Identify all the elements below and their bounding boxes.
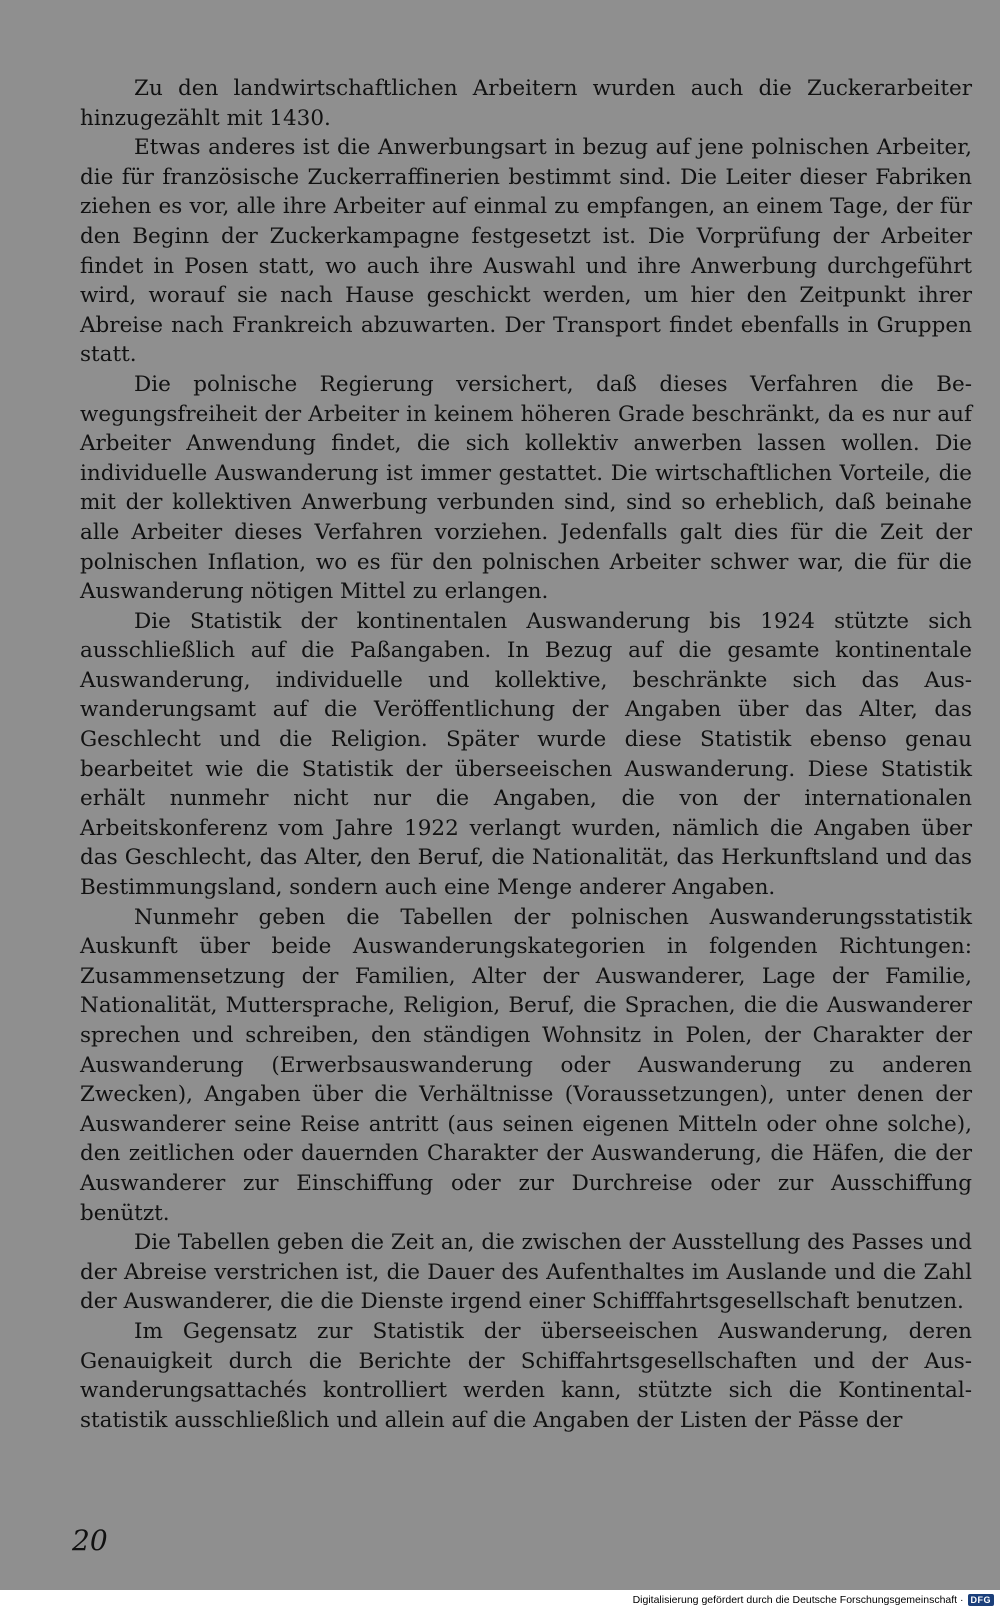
paragraph: Im Gegensatz zur Statistik der überseeischen Auswanderung, deren Genauigkeit durch die Berichte der Schiffahrtsgesellschaften und der Auswanderungsattachés kontrolliert werden kann, stützte sich die Kontinentalstatistik ausschließlich und allein auf die Angaben der Listen der Pässe der xyxy=(80,1318,972,1433)
digitization-footer xyxy=(633,1592,994,1608)
dfg-logo-icon: DFG xyxy=(968,1594,995,1606)
paragraph: Die Statistik der kontinentalen Auswanderung bis 1924 stützte sich ausschließlich auf die Paßangaben. In Bezug auf die gesamte kontinentale Auswanderung, individuelle und kollektive, beschränkte sich das Auswanderungsamt auf die Veröffentlichung der Angaben über das Alter, das Geschlecht und die Religion. Später wurde diese Statistik ebenso genau bearbeitet wie die Statistik der überseeischen Auswanderung. Diese Statistik erhält nunmehr nicht nur die Angaben, die von der internationalen Arbeitskonferenz vom Jahre 1922 verlangt wurden, nämlich die Angaben über das Geschlecht, das Alter, den Beruf, die Nationalität, das Herkunftsland und das Bestimmungsland, sondern auch eine Menge anderer Angaben. xyxy=(80,608,972,901)
paragraph: Zu den landwirtschaftlichen Arbeitern wurden auch die Zuckerarbeiter hinzugezählt mit 1430. xyxy=(80,76,972,131)
footer-credit: Digitalisierung gefördert durch die Deutsche Forschungsgemeinschaft · xyxy=(632,1594,964,1606)
paragraph: Nunmehr geben die Tabellen der polnischen Auswanderungsstatistik Auskunft über beide Auswanderungskategorien in folgenden Richtungen: Zusammensetzung der Familien, Alter der Auswanderer, Lage der Familie, Nationalität, Muttersprache, Religion, Beruf, die Sprachen, die die Auswanderer sprechen und schreiben, den ständigen Wohnsitz in Polen, der Charakter der Auswanderung (Erwerbsauswanderung oder Auswanderung zu anderen Zwecken), Angaben über die Verhältnisse (Voraussetzungen), unter denen der Auswanderer seine Reise antritt (aus seinen eigenen Mitteln oder ohne solche), den zeitlichen oder dauernden Charakter der Auswanderung, die Häfen, die der Auswanderer zur Einschiffung oder zur Durchreise oder zur Ausschiffung benützt. xyxy=(80,904,972,1226)
paragraph: Die Tabellen geben die Zeit an, die zwischen der Ausstellung des Passes und der Abreise verstrichen ist, die Dauer des Aufenthaltes im Auslande und die Zahl der Auswanderer, die die Dienste irgend einer Schifffahrtsgesellschaft benutzen. xyxy=(80,1230,972,1315)
body-text xyxy=(80,74,972,1435)
paragraph: Etwas anderes ist die Anwerbungsart in bezug auf jene polnischen Arbeiter, die für französische Zuckerraffinerien bestimmt sind. Die Leiter dieser Fabriken ziehen es vor, alle ihre Arbeiter auf einmal zu empfangen, an einem Tage, der für den Beginn der Zuckerkampagne festgesetzt ist. Die Vorprüfung der Arbeiter findet in Posen statt, wo auch ihre Auswahl und ihre Anwerbung durchgeführt wird, worauf sie nach Hause geschickt werden, um hier den Zeitpunkt ihrer Abreise nach Frankreich abzuwarten. Der Transport findet ebenfalls in Gruppen statt. xyxy=(80,135,972,368)
paragraph: Die polnische Regierung versichert, daß dieses Verfahren die Bewegungsfreiheit der Arbeiter in keinem höheren Grade beschränkt, da es nur auf Arbeiter Anwendung findet, die sich kollektiv anwerben lassen wollen. Die individuelle Auswanderung ist immer gestattet. Die wirtschaftlichen Vorteile, die mit der kollektiven Anwerbung verbunden sind, sind so erheblich, daß beinahe alle Arbeiter dieses Verfahren vorziehen. Jedenfalls galt dies für die Zeit der polnischen Inflation, wo es für den polnischen Arbeiter schwer war, die für die Auswanderung nötigen Mittel zu erlangen. xyxy=(80,371,972,605)
page-number: 20 xyxy=(72,1524,108,1557)
